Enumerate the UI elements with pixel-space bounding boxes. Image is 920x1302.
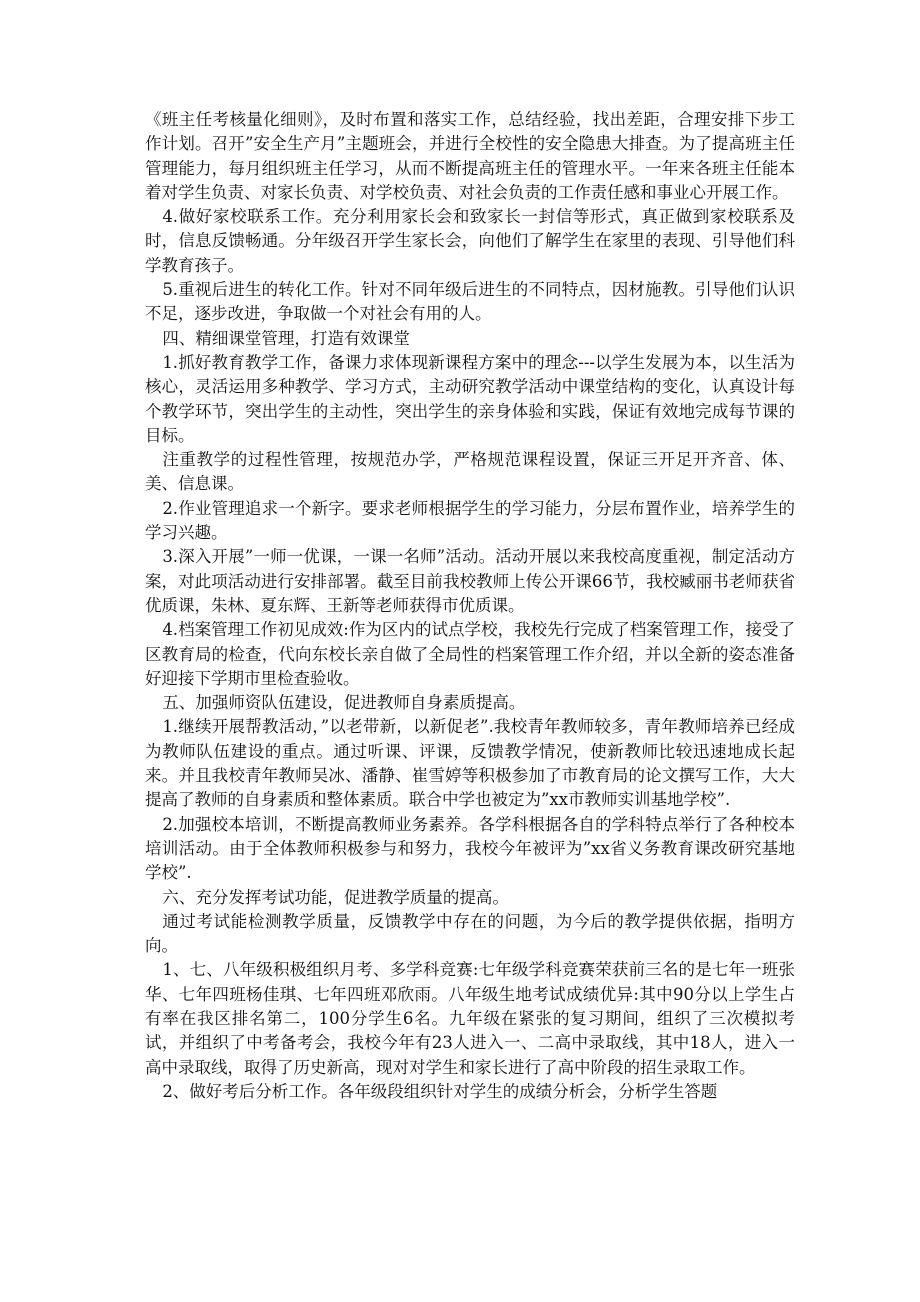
paragraph-post-exam-analysis: 2、做好考后分析工作。各年级段组织针对学生的成绩分析会，分析学生答题 [162,1081,718,1101]
paragraph-class-teacher-rules: 《班主任考核量化细则》，及时布置和落实工作，总结经验，找出差距，合理安排下步工作计划。召开”安全生产月”主题班会，并进行全校性的安全隐患大排查。为了提高班主任管理能力，每月组织班主任学习，从而不断提高班主任的管理水平。一年来各班主任能本着对学生负责、对家长负责、对学校负责、对社会负责的工作责任感和事业心开展工作。 [145,110,795,202]
paragraph-process-management: 注重教学的过程性管理，按规范办学，严格规范课程设置，保证三开足开齐音、体、美、信息课。 [145,450,795,494]
paragraph-exam-purpose: 通过考试能检测教学质量，反馈教学中存在的问题，为今后的教学提供依据，指明方向。 [145,911,795,956]
paragraph-excellent-lessons: 3.深入开展”一师一优课，一课一名师”活动。活动开展以来我校高度重视，制定活动方案，对此项活动进行安排部署。截至目前我校教师上传公开课66节，我校臧丽书老师获省优质课，朱林、夏东辉、王新等老师获得市优质课。 [145,547,795,615]
section-heading-teachers: 五、加强师资队伍建设，促进教师自身素质提高。 [162,693,526,713]
section-heading-classroom: 四、精细课堂管理，打造有效课堂 [162,328,410,348]
paragraph-exam-results: 1、七、八年级积极组织月考、多学科竞赛:七年级学科竞赛荣获前三名的是七年一班张华、七年四班杨佳琪、七年四班邓欣雨。八年级生地考试成绩优异:其中90分以上学生占有率在我区排名第二，100分学生6名。九年级在紧张的复习期间，组织了三次模拟考试，并组织了中考备考会，我校今年有23人进入一、二高中录取线，其中18人，进入一高中录取线，取得了历史新高，现对对学生和家长进行了高中阶段的招生录取工作。 [145,960,795,1077]
paragraph-archive-management: 4.档案管理工作初见成效:作为区内的试点学校，我校先行完成了档案管理工作，接受了区教育局的检查，代向东校长亲自做了全局性的档案管理工作介绍，并以全新的姿态准备好迎接下学期市里检查验收。 [145,620,795,688]
document-page [145,108,795,1104]
paragraph-mentoring: 1.继续开展帮教活动，”以老带新，以新促老”.我校青年教师较多，青年教师培养已经成为教师队伍建设的重点。通过听课、评课，反馈教学情况，使新教师比较迅速地成长起来。并且我校青年教师吴冰、潘静、崔雪婷等积极参加了市教育局的论文撰写工作，大大提高了教师的自身素质和整体素质。联合中学也被定为”xx市教师实训基地学校”. [145,717,795,810]
paragraph-homework-management: 2.作业管理追求一个新字。要求老师根据学生的学习能力，分层布置作业，培养学生的学习兴趣。 [145,498,795,543]
paragraph-teaching-work: 1.抓好教育教学工作，备课力求体现新课程方案中的理念---以学生发展为本，以生活为核心，灵活运用多种教学、学习方式，主动研究教学活动中课堂结构的变化，认真设计每个教学环节，突出学生的主动性，突出学生的亲身体验和实践，保证有效地完成每节课的目标。 [145,352,795,445]
paragraph-home-school-contact: 4.做好家校联系工作。充分利用家长会和致家长一封信等形式，真正做到家校联系及时，信息反馈畅通。分年级召开学生家长会，向他们了解学生在家里的表现、引导他们科学教育孩子。 [145,207,795,275]
section-heading-exams: 六、充分发挥考试功能，促进教学质量的提高。 [162,887,509,907]
paragraph-struggling-students: 5.重视后进生的转化工作。针对不同年级后进生的不同特点，因材施教。引导他们认识不足，逐步改进，争取做一个对社会有用的人。 [145,280,795,324]
paragraph-school-training: 2.加强校本培训，不断提高教师业务素养。各学科根据各自的学科特点举行了各种校本培训活动。由于全体教师积极参与和努力，我校今年被评为”xx省义务教育课改研究基地学校”. [145,814,795,883]
